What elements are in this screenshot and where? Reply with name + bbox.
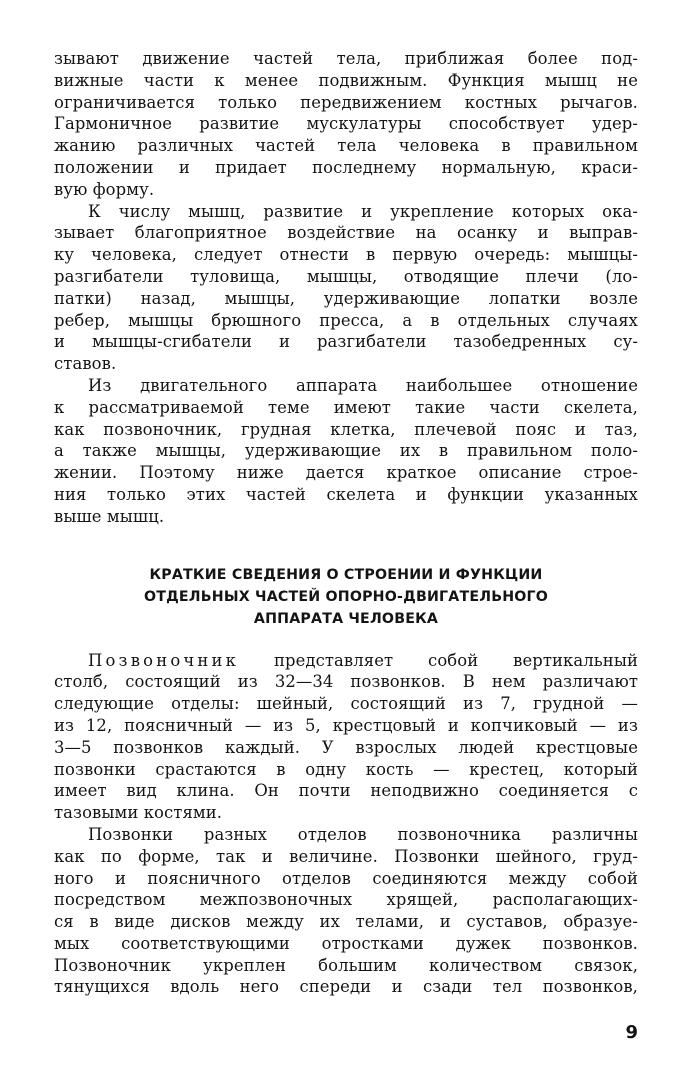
text-line: положении и придает последнему нормальную, краси- — [54, 157, 638, 177]
text-line: зывает благоприятное воздействие на осанку и выправ- — [54, 223, 638, 243]
paragraph-5 — [54, 824, 638, 998]
text-line: как по форме, так и величине. Позвонки шейного, груд- — [54, 846, 638, 866]
text-line: ния только этих частей скелета и функции указанных — [54, 484, 638, 504]
text-line: разгибатели туловища, мышцы, отводящие плечи (ло- — [54, 266, 638, 286]
text-line: как позвоночник, грудная клетка, плечевой пояс и таз, — [54, 419, 638, 439]
text-line: жанию различных частей тела человека в правильном — [54, 136, 638, 156]
paragraph-2 — [54, 201, 638, 375]
text-line: Позвоночник укреплен большим количеством связок, — [54, 955, 638, 975]
text-line — [54, 650, 638, 672]
text-line: из 12, поясничный — из 5, крестцовый и копчиковый — из — [54, 715, 638, 735]
section-heading — [54, 564, 638, 630]
text-line: тянущихся вдоль него спереди и сзади тел позвонков, — [54, 977, 638, 997]
text-line: а также мышцы, удерживающие их в правильном поло- — [54, 441, 638, 461]
text-line: ограничивается только передвижением костных рычагов. — [54, 92, 638, 112]
text-line: жении. Поэтому ниже дается краткое описание строе- — [54, 463, 638, 483]
text-line: ку человека, следует отнести в первую очередь: мышцы- — [54, 245, 638, 265]
text-line: и мышцы-сгибатели и разгибатели тазобедренных су- — [54, 332, 638, 352]
spaced-term: Позвоночник — [88, 650, 240, 670]
text-line: мых соответствующими отростками дужек позвонков. — [54, 933, 638, 953]
text-line: следующие отделы: шейный, состоящий из 7, грудной — — [54, 694, 638, 714]
text-line: вижные части к менее подвижным. Функция мышц не — [54, 70, 638, 90]
text-line: ставов. — [54, 354, 117, 374]
paragraph-4 — [54, 650, 638, 824]
paragraph-1 — [54, 48, 638, 201]
text-line: ся в виде дисков между их телами, и суставов, образуе- — [54, 912, 638, 932]
text-line: посредством межпозвоночных хрящей, располагающих- — [54, 890, 638, 910]
text-fragment: представляет собой вертикальный — [239, 650, 638, 670]
page-body — [54, 48, 638, 998]
heading-line: АППАРАТА ЧЕЛОВЕКА — [253, 610, 439, 627]
text-line: имеет вид клина. Он почти неподвижно соединяется с — [54, 781, 638, 801]
text-line: Позвонки разных отделов позвоночника различны — [88, 824, 638, 844]
text-line: К числу мышц, развитие и укрепление которых ока- — [88, 201, 638, 221]
text-line: к рассматриваемой теме имеют такие части скелета, — [54, 397, 638, 417]
text-line: Гармоничное развитие мускулатуры способствует удер- — [54, 114, 638, 134]
text-line: тазовыми костями. — [54, 803, 223, 823]
text-line: Из двигательного аппарата наибольшее отношение — [88, 375, 638, 395]
text-line: выше мышц. — [54, 506, 165, 526]
text-line: ного и поясничного отделов соединяются между собой — [54, 868, 638, 888]
heading-line: КРАТКИЕ СВЕДЕНИЯ О СТРОЕНИИ И ФУНКЦИИ — [149, 566, 543, 583]
text-line: столб, состоящий из 32—34 позвонков. В нем различают — [54, 672, 638, 692]
text-line: патки) назад, мышцы, удерживающие лопатки возле — [54, 288, 638, 308]
text-line: ребер, мышцы брюшного пресса, а в отдельных случаях — [54, 310, 638, 330]
page-number: 9 — [625, 1022, 638, 1043]
text-line: 3—5 позвонков каждый. У взрослых людей крестцовые — [54, 737, 638, 757]
paragraph-3 — [54, 375, 638, 528]
text-line: вую форму. — [54, 179, 155, 199]
text-line: позвонки срастаются в одну кость — крестец, который — [54, 759, 638, 779]
text-line: зывают движение частей тела, приближая более под- — [54, 49, 638, 68]
heading-line: ОТДЕЛЬНЫХ ЧАСТЕЙ ОПОРНО-ДВИГАТЕЛЬНОГО — [143, 588, 549, 605]
